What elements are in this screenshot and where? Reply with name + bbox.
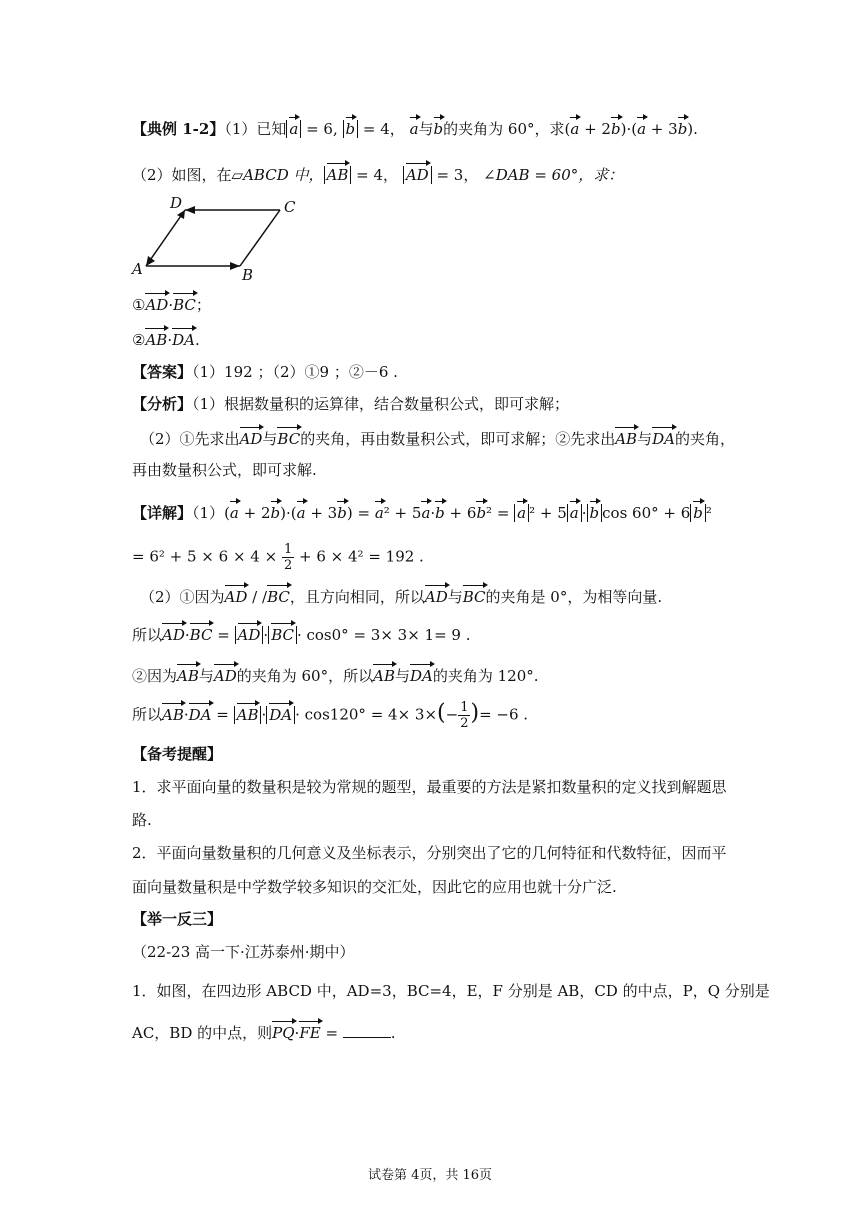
analysis-line-1 — [132, 393, 770, 415]
answer-text: （1）192 ；（2）①9 ；②－6 . — [192, 363, 398, 381]
practice-q1b-end: . — [390, 1024, 396, 1042]
parallelogram-figure — [130, 196, 300, 286]
practice-q1b: AC，BD 的中点，则PQ·FE = . — [132, 1020, 770, 1044]
analysis-2e: 的夹角， — [674, 430, 735, 448]
detail-5b: 与 — [198, 667, 214, 685]
question-2: ②AB·DA. — [132, 327, 770, 351]
example-part1: 【典例 1-2】（1）已知 a = 6, b = 4， a与b的夹角为 60°，求(a + 2b)·(a + 3b). — [132, 116, 770, 140]
angle-dab: ∠DAB = 60°，求： — [483, 166, 624, 184]
detail-3a: （2）①因为 — [140, 588, 225, 606]
detail-4-prefix: 所以 — [132, 626, 163, 644]
q2-end: . — [194, 331, 200, 349]
edge-bc — [240, 210, 280, 266]
practice-q1b-prefix: AC，BD 的中点，则 — [132, 1024, 273, 1042]
analysis-text-1: （1）根据数量积的运算律，结合数量积公式，即可求解； — [192, 395, 570, 413]
detail-1-prefix: （1） — [192, 504, 225, 522]
label-d: D — [170, 196, 183, 212]
reminder-1b-text: 路. — [132, 811, 152, 829]
example-tag: 【典例 1-2】 — [132, 120, 225, 138]
answer-line — [132, 361, 770, 383]
period: . — [693, 120, 698, 138]
detail-4-result: · cos0° = 3× 3× 1= 9 . — [296, 626, 471, 644]
analysis-2a: （2）①先求出 — [140, 430, 240, 448]
edge-ad — [146, 210, 185, 266]
arrow-d — [185, 206, 195, 214]
example-part2-prefix: （2）如图，在 — [132, 166, 232, 184]
detail-5e: 的夹角为 120°. — [432, 667, 539, 685]
reminder-2b — [132, 876, 770, 898]
practice-title — [132, 908, 770, 930]
reminder-2a — [132, 842, 770, 864]
detail-3c: 与 — [447, 588, 463, 606]
and-text: 与 — [418, 120, 434, 138]
detail-line-1: 【详解】（1）(a + 2b)·(a + 3b) = a² + 5a·b + 6b² = a ² + 5 a · b cos 60° + 6 b ² — [132, 500, 770, 524]
detail-line-3: （2）①因为AD / /BC，且方向相同，所以AD与BC的夹角是 0°，为相等向量. — [140, 584, 770, 608]
answer-tag: 【答案】 — [132, 363, 193, 381]
detail-line-4: 所以AD·BC = AD · BC · cos0° = 3× 3× 1= 9 . — [132, 622, 770, 646]
analysis-2d: 与 — [637, 430, 653, 448]
analysis-2c: 的夹角，再由数量积公式，即可求解；②先求出 — [300, 430, 616, 448]
reminder-title — [132, 743, 770, 765]
detail-line-2: = 6² + 5 × 6 × 4 × $\frac{1}{2}$ + 6 × 4² = 192 . — [132, 542, 424, 573]
detail-2-result: = 192 . — [368, 547, 424, 566]
reminder-tag: 【备考提醒】 — [132, 745, 223, 763]
detail-6-mid: · cos120° = 4× 3× — [295, 705, 438, 724]
detail-tag: 【详解】 — [132, 504, 193, 522]
analysis-tag: 【分析】 — [132, 395, 193, 413]
practice-q1a-text: 1．如图，在四边形 ABCD 中，AD=3，BC=4，E，F 分别是 AB，CD 的中点，P，Q 分别是 — [132, 982, 770, 1000]
analysis-text-3: 再由数量积公式，即可求解. — [132, 461, 317, 479]
page-footer: 试卷第 4页，共 16页 — [367, 1168, 493, 1183]
q2-marker: ② — [132, 331, 146, 349]
label-b: B — [242, 266, 254, 284]
practice-tag: 【举一反三】 — [132, 910, 223, 928]
comma: ， — [389, 120, 405, 138]
q1-marker: ① — [132, 296, 146, 314]
parallelogram-name: ▱ABCD 中， — [231, 166, 324, 184]
detail-line-6: 所以AB·DA = AB · DA · cos120° = 4× 3×(− $\frac{1}{2}$ )= −6 . — [132, 700, 529, 731]
label-a: A — [132, 260, 143, 278]
reminder-1a-text: 1．求平面向量的数量积是较为常规的题型，最重要的方法是紧扣数量积的定义找到解题思 — [132, 778, 727, 796]
detail-6-prefix: 所以 — [132, 705, 163, 724]
detail-3d: 的夹角是 0°，为相等向量. — [485, 588, 663, 606]
practice-q1a — [132, 980, 770, 1002]
detail-5c: 的夹角为 60°，所以 — [236, 667, 374, 685]
analysis-line-2: （2）①先求出AD与BC的夹角，再由数量积公式，即可求解；②先求出AB与DA的夹角， — [140, 426, 770, 450]
detail-3b: ，且方向相同，所以 — [289, 588, 425, 606]
example-part2: （2）如图，在▱ABCD 中， AB = 4， AD = 3， ∠DAB = 60°，求： — [132, 162, 770, 186]
reminder-2b-text: 面向量数量积是中学数学较多知识的交汇处，因此它的应用也就十分广泛. — [132, 878, 617, 896]
arrow-a — [146, 256, 155, 266]
practice-source-text: （22-23 高一下·江苏泰州·期中） — [132, 943, 355, 961]
detail-line-5: ②因为AB与AD的夹角为 60°，所以AB与DA的夹角为 120°. — [132, 663, 770, 687]
arrow-b — [230, 262, 240, 270]
ad-length: = 3， — [436, 166, 479, 184]
example-part1-prefix: （1）已知 — [224, 120, 287, 138]
answer-blank[interactable] — [343, 1023, 391, 1038]
analysis-line-3 — [132, 459, 770, 481]
question-1: ①AD·BC； — [132, 292, 770, 316]
label-c: C — [284, 198, 296, 216]
detail-5d: 与 — [394, 667, 410, 685]
angle-text: 的夹角为 60°，求 — [443, 120, 565, 138]
practice-source — [132, 941, 770, 963]
detail-6-result: = −6 . — [479, 705, 529, 724]
reminder-1b — [132, 809, 770, 831]
q1-end: ； — [195, 296, 211, 314]
reminder-2a-text: 2．平面向量数量积的几何意义及坐标表示，分别突出了它的几何特征和代数特征，因而平 — [132, 844, 727, 862]
detail-5a: ②因为 — [132, 667, 178, 685]
ab-length: = 4， — [356, 166, 399, 184]
analysis-2b: 与 — [262, 430, 278, 448]
reminder-1a — [132, 776, 770, 798]
